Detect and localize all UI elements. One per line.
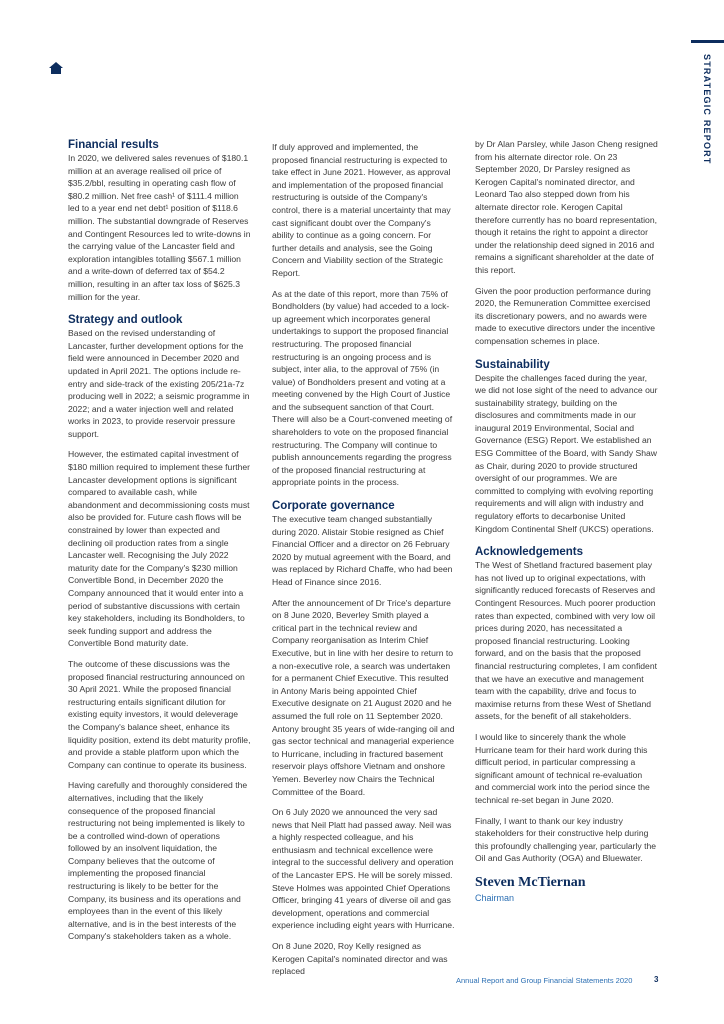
paragraph: Having carefully and thoroughly considered the alternatives, including that the likely consequence of the proposed financial restructuring not being implemented is likely to be a controlled wind-down of operations followed by an insolvent liquidation, the Company believes that the outcome of implementing the proposed financial restructuring is likely to be better for the Company, its business and its operations and employees than in the event of this likely alternative, and is in the best interests of the Company's stakeholders taken as a whole. — [68, 780, 248, 942]
paragraph: Despite the challenges faced during the year, we did not lose sight of the need to advance our sustainability strategy, building on the disclosures and commitments made in our inaugural 2019 Environmental, Social and Governance (ESG) Report. We established an ESG Committee of the Board, with Sandy Shaw as Chair, during 2020 to provide structured oversight of our programmes. We are committed to complying with evolving reporting requirements and will align with industry and regulatory efforts to decarbonise United Kingdom Continental Shelf (UKCS) operations. — [475, 372, 658, 534]
heading-strategy-outlook: Strategy and outlook — [68, 314, 183, 327]
paragraph: After the announcement of Dr Trice's departure on 8 June 2020, Beverley Smith played a critical part in the technical review and Company reorganisation as Interim Chief Executive, but in line with her desire to return to a non-executive role, a search was undertaken for a permanent Chief Executive. This resulted in Antony Maris being appointed Chief Executive designate on 21 August 2020 and he assumed the full role on 11 September 2020. Antony brought 35 years of wide-ranging oil and gas sector technical and managerial experience to Hurricane, including in fractured basement reservoir plays offshore Vietnam and onshore Yemen. Beverley now Chairs the Technical Committee of the Board. — [272, 597, 455, 797]
paragraph: The executive team changed substantially during 2020. Alistair Stobie resigned as Chief Financial Officer and a director on 26 February 2020 by mutual agreement with the Board, and was replaced by Richard Chaffe, who had been Head of Finance since 2016. — [272, 514, 453, 587]
home-icon[interactable] — [49, 62, 63, 74]
paragraph: On 6 July 2020 we announced the very sad news that Neil Platt had passed away. Neil was a highly respected colleague, and his enthusiasm and technical excellence were integral to the successful delivery and operation of the Lancaster EPS. He will be sorely missed. Steve Holmes was appointed Chief Operations Officer, bringing 41 years of diverse oil and gas development, operations and commercial experience including eight years with Hurricane. — [272, 807, 455, 931]
paragraph: However, the estimated capital investment of $180 million required to implement these further Lancaster development options is significant compared to available cash, while abandonment and decommissioning costs must also be provided for. Future cash flows will be constrained by lower than expected and declining oil production rates from a single Lancaster well. Recognising the July 2022 maturity date for the Company's $230 million Convertible Bond, in December 2020 the Company announced that it would enter into a period of substantive discussions with certain key stakeholders, including its Bondholders, to seek funding support and address the Convertible Bond maturity date. — [68, 449, 250, 649]
paragraph: The outcome of these discussions was the proposed financial restructuring announced on 30 April 2021. While the proposed financial restructuring entails significant dilution for existing equity investors, it would deleverage the Company's balance sheet, enhance its liquidity position, extend its debt maturity profile, and provide a stable platform upon which the Company can continue to operate its business. — [68, 658, 251, 770]
header-rule — [691, 40, 724, 43]
column-3 — [475, 138, 658, 903]
paragraph: I would like to sincerely thank the whole Hurricane team for their hard work during this difficult period, in particular compressing a significant amount of technical re-evaluation and commercial work into the period since the technical re-set began in June 2020. — [475, 731, 650, 805]
page-number: 3 — [654, 975, 659, 984]
paragraph: As at the date of this report, more than 75% of Bondholders (by value) had acceded to a lock-up agreement which incorporates general undertakings to support the proposed financial restructuring. The proposed financial restructuring is an ongoing process and is subject, inter alia, to the approval of 75% (in value) of Bondholders present and voting at a meeting convened by the High Court of Justice and the subsequent sanction of that Court. There will also be a Court-convened meeting of shareholders to vote on the proposed financial restructuring. The Company will continue to publish announcements regarding the progress of the proposed financial restructuring at appropriate points in the process. — [272, 288, 453, 488]
heading-sustainability: Sustainability — [475, 358, 550, 371]
paragraph: Finally, I want to thank our key industry stakeholders for their constructive help during this profoundly challenging year, particularly the Oil and Gas Authority (OGA) and Bluewater. — [475, 815, 657, 864]
column-2 — [272, 141, 455, 986]
paragraph: Based on the revised understanding of Lancaster, further development options for the field were announced in December 2020 and updated in April 2021. The options include re-entry and side-track of the existing 205/21a-7z producing well in 2022; a seismic programme in 2022; and a water injection well and related works in 2023, to provide reservoir pressure support. — [68, 328, 250, 439]
paragraph: If duly approved and implemented, the proposed financial restructuring is expected to take effect in June 2021. However, as approval and implementation of the proposed financial restructuring is outside of the Company's control, there is a material uncertainty that may cast significant doubt over the Company's ability to continue as a going concern. For further details and analysis, see the Going Concern and Viability section of the Strategic Report. — [272, 142, 451, 278]
paragraph: On 8 June 2020, Roy Kelly resigned as Kerogen Capital's nominated director and was replaced — [272, 941, 448, 977]
signatory-name: Steven McTiernan — [475, 874, 586, 890]
heading-corporate-governance: Corporate governance — [272, 500, 395, 513]
section-label: STRATEGIC REPORT — [702, 54, 712, 165]
paragraph: The West of Shetland fractured basement play has not lived up to original expectations, with significantly reduced forecasts of Reserves and Contingent Resources. Much poorer production rates than expected, combined with very low oil prices during 2020, has necessitated a proposed financial restructuring. Looking forward, and on the basis that the proposed financial restructuring completes, I am confident that we have an executive and management team with the capability, drive and focus to maximise returns from these West of Shetland assets, for the benefit of all stakeholders. — [475, 560, 657, 722]
signatory-role: Chairman — [475, 892, 515, 903]
column-1 — [68, 138, 251, 951]
heading-acknowledgements: Acknowledgements — [475, 546, 583, 559]
paragraph: by Dr Alan Parsley, while Jason Cheng resigned from his alternate director role. On 23 September 2020, Dr Parsley resigned as Kerogen Capital's nominated director, and Leonard Tao also stepped down from his alternate director role. Kerogen Capital therefore currently has no board representation, though it retains the right to appoint a director under the relationship deed signed in 2016 and remains a significant shareholder at the date of this report. — [475, 139, 658, 275]
paragraph: Given the poor production performance during 2020, the Remuneration Committee exercised its discretionary powers, and no awards were made to executive directors under the incentive compensation schemes in place. — [475, 285, 656, 346]
footer-title: Annual Report and Group Financial Statements 2020 — [456, 976, 633, 985]
paragraph: In 2020, we delivered sales revenues of $180.1 million at an average realised oil price of $35.2/bbl, resulting in operating cash flow of $80.2 million. Net free cash¹ of $111.4 million led to a year end net debt¹ position of $118.6 million. The substantial downgrade of Reserves and Contingent Resources led to write-downs in the carrying value of the Lancaster field and exploration intangibles totalling $567.1 million and a write-down of deferred tax of $54.2 million, resulting in an after tax loss of $625.3 million for the year. — [68, 153, 251, 302]
heading-financial-results: Financial results — [68, 139, 159, 151]
